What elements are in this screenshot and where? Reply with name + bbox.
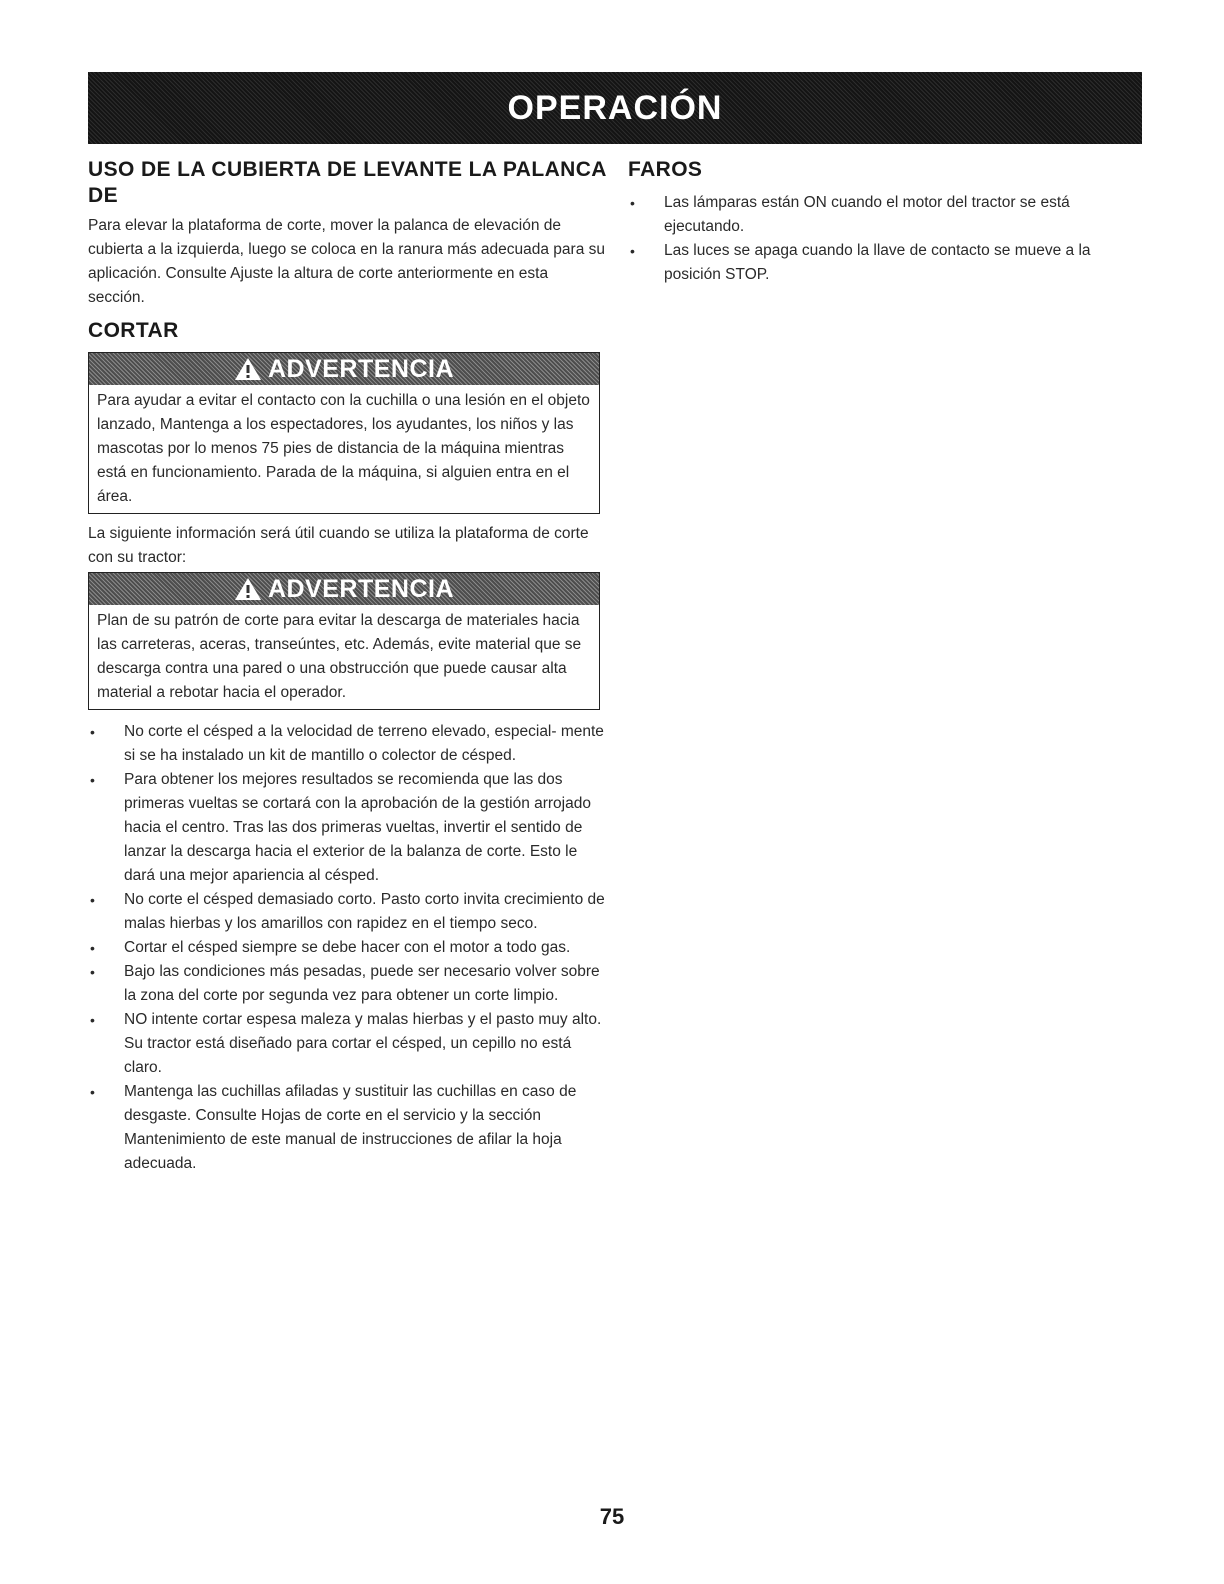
warning-header-2 — [89, 573, 599, 605]
page-number: 75 — [599, 1504, 625, 1529]
list-item: • Bajo las condiciones más pesadas, puede ser necesario volver sobre la zona del corte por segunda vez para obtener un corte limpio. — [88, 960, 608, 1008]
bullet-dot: • — [90, 772, 95, 788]
section-title-deck-lift: USO DE LA CUBIERTA DE LEVANTE LA PALANCA DE — [88, 158, 607, 207]
bullet-dot: • — [630, 243, 635, 259]
right-column — [628, 157, 1128, 287]
cutting-intro: La siguiente información será útil cuando se utiliza la plataforma de corte con su tractor: — [88, 525, 589, 566]
warning-box-2 — [88, 572, 600, 710]
header-banner — [88, 72, 1142, 144]
section-title-cortar: CORTAR — [88, 319, 179, 342]
section-title-faros: FAROS — [628, 158, 703, 181]
warning-text-2: Plan de su patrón de corte para evitar la descarga de materiales hacia las carreteras, aceras, transeúntes, etc. Además, evite material que se descarga contra una pared o una obstrucción que puede causar alta material a rebotar hacia el operador. — [97, 612, 582, 701]
bullet-dot: • — [90, 1084, 95, 1100]
list-item: • Las lámparas están ON cuando el motor del tractor se está ejecutando. — [628, 191, 1128, 239]
bullet-dot: • — [90, 940, 95, 956]
list-item: • NO intente cortar espesa maleza y malas hierbas y el pasto muy alto. Su tractor está diseñado para cortar el césped, un cepillo no está claro. — [88, 1008, 608, 1080]
list-item: • Cortar el césped siempre se debe hacer con el motor a todo gas. — [88, 936, 608, 960]
list-item: • No corte el césped a la velocidad de terreno elevado, especial- mente si se ha instalado un kit de mantillo o colector de césped. — [88, 720, 608, 768]
list-item: • No corte el césped demasiado corto. Pasto corto invita crecimiento de malas hierbas y los amarillos con rapidez en el tiempo seco. — [88, 888, 608, 936]
warning-header-1 — [89, 353, 599, 385]
lights-list — [628, 191, 1128, 287]
list-item: • Mantenga las cuchillas afiladas y sustituir las cuchillas en caso de desgaste. Consulte Hojas de corte en el servicio y la sección Mantenimiento de este manual de instrucciones de afilar la hoja adecuada. — [88, 1080, 608, 1176]
deck-lift-paragraph: Para elevar la plataforma de corte, mover la palanca de elevación de cubierta a la izquierda, luego se coloca en la ranura más adecuada para su aplicación. Consulte Ajuste la altura de corte anteriormente en esta sección. — [88, 217, 605, 306]
warning-text-1: Para ayudar a evitar el contacto con la cuchilla o una lesión en el objeto lanzado, Mantenga a los espectadores, los ayudantes, los niños y las mascotas por lo menos 75 pies de distancia de la máquina mientras está en funcionamiento. Parada de la máquina, si alguien entra en el área. — [97, 392, 590, 505]
bullet-dot: • — [90, 1012, 95, 1028]
warning-label-2: ADVERTENCIA — [267, 574, 455, 603]
page-title: OPERACIÓN — [507, 88, 723, 127]
warning-label-1: ADVERTENCIA — [267, 354, 455, 383]
list-item: • Las luces se apaga cuando la llave de contacto se mueve a la posición STOP. — [628, 239, 1128, 287]
warning-triangle-icon — [234, 357, 262, 381]
warning-triangle-icon — [234, 577, 262, 601]
warning-box-1 — [88, 352, 600, 514]
bullet-dot: • — [90, 724, 95, 740]
left-column — [88, 157, 608, 1176]
cutting-tips-list — [88, 720, 608, 1176]
bullet-dot: • — [90, 892, 95, 908]
bullet-dot: • — [90, 964, 95, 980]
bullet-dot: • — [630, 195, 635, 211]
list-item: • Para obtener los mejores resultados se recomienda que las dos primeras vueltas se cortará con la aprobación de la gestión arrojado hacia el centro. Tras las dos primeras vueltas, invertir el sentido de lanzar la descarga hacia el exterior de la balanza de corte. Esto le dará una mejor apariencia al césped. — [88, 768, 608, 888]
